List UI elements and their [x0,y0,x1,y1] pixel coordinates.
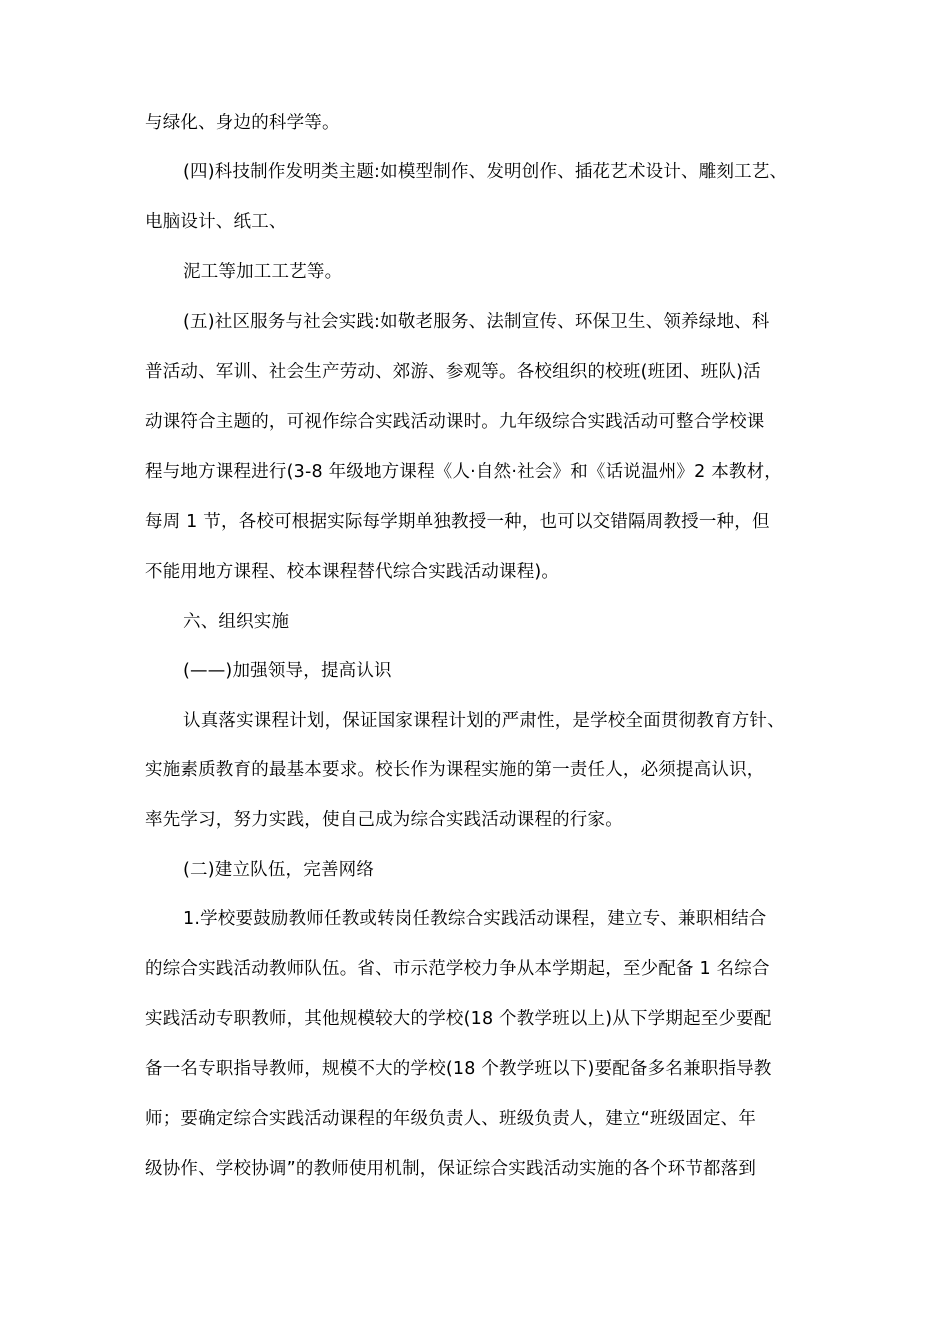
text-line: 每周 1 节，各校可根据实际每学期单独教授一种，也可以交错隔周教授一种，但 [145,512,770,532]
text-line: 程与地方课程进行(3-8 年级地方课程《人·自然·社会》和《话说温州》2 本教材， [145,462,782,482]
text-line: 动课符合主题的，可视作综合实践活动课时。九年级综合实践活动可整合学校课 [145,412,765,432]
text-line: 率先学习，努力实践，使自己成为综合实践活动课程的行家。 [145,810,623,830]
text-line: 与绿化、身边的科学等。 [145,113,340,133]
text-line: 1.学校要鼓励教师任教或转岗任教综合实践活动课程，建立专、兼职相结合 [183,909,767,929]
text-line: 实施素质教育的最基本要求。校长作为课程实施的第一责任人，必须提高认识， [145,760,765,780]
subsection-heading: (——)加强领导，提高认识 [183,661,392,681]
text-line: 级协作、学校协调”的教师使用机制，保证综合实践活动实施的各个环节都落到 [145,1159,757,1179]
text-line: 实践活动专职教师，其他规模较大的学校(18 个教学班以上)从下学期起至少要配 [145,1009,772,1029]
text-line: 的综合实践活动教师队伍。省、市示范学校力争从本学期起，至少配备 1 名综合 [145,959,770,979]
text-line: 不能用地方课程、校本课程替代综合实践活动课程)。 [145,562,560,582]
text-line: 电脑设计、纸工、 [145,212,287,232]
text-line: 普活动、军训、社会生产劳动、郊游、参观等。各校组织的校班(班团、班队)活 [145,362,761,382]
section-heading: 六、组织实施 [183,612,290,632]
text-line: (五)社区服务与社会实践:如敬老服务、法制宣传、环保卫生、领养绿地、科 [183,312,770,332]
text-line: 师；要确定综合实践活动课程的年级负责人、班级负责人，建立“班级固定、年 [145,1109,757,1129]
text-line: 认真落实课程计划，保证国家课程计划的严肃性，是学校全面贯彻教育方针、 [183,711,785,731]
text-line: (四)科技制作发明类主题:如模型制作、发明创作、插花艺术设计、雕刻工艺、 [183,162,788,182]
text-line: 备一名专职指导教师，规模不大的学校(18 个教学班以下)要配备多名兼职指导教 [145,1059,772,1079]
text-line: 泥工等加工工艺等。 [183,262,343,282]
subsection-heading: (二)建立队伍，完善网络 [183,860,375,880]
